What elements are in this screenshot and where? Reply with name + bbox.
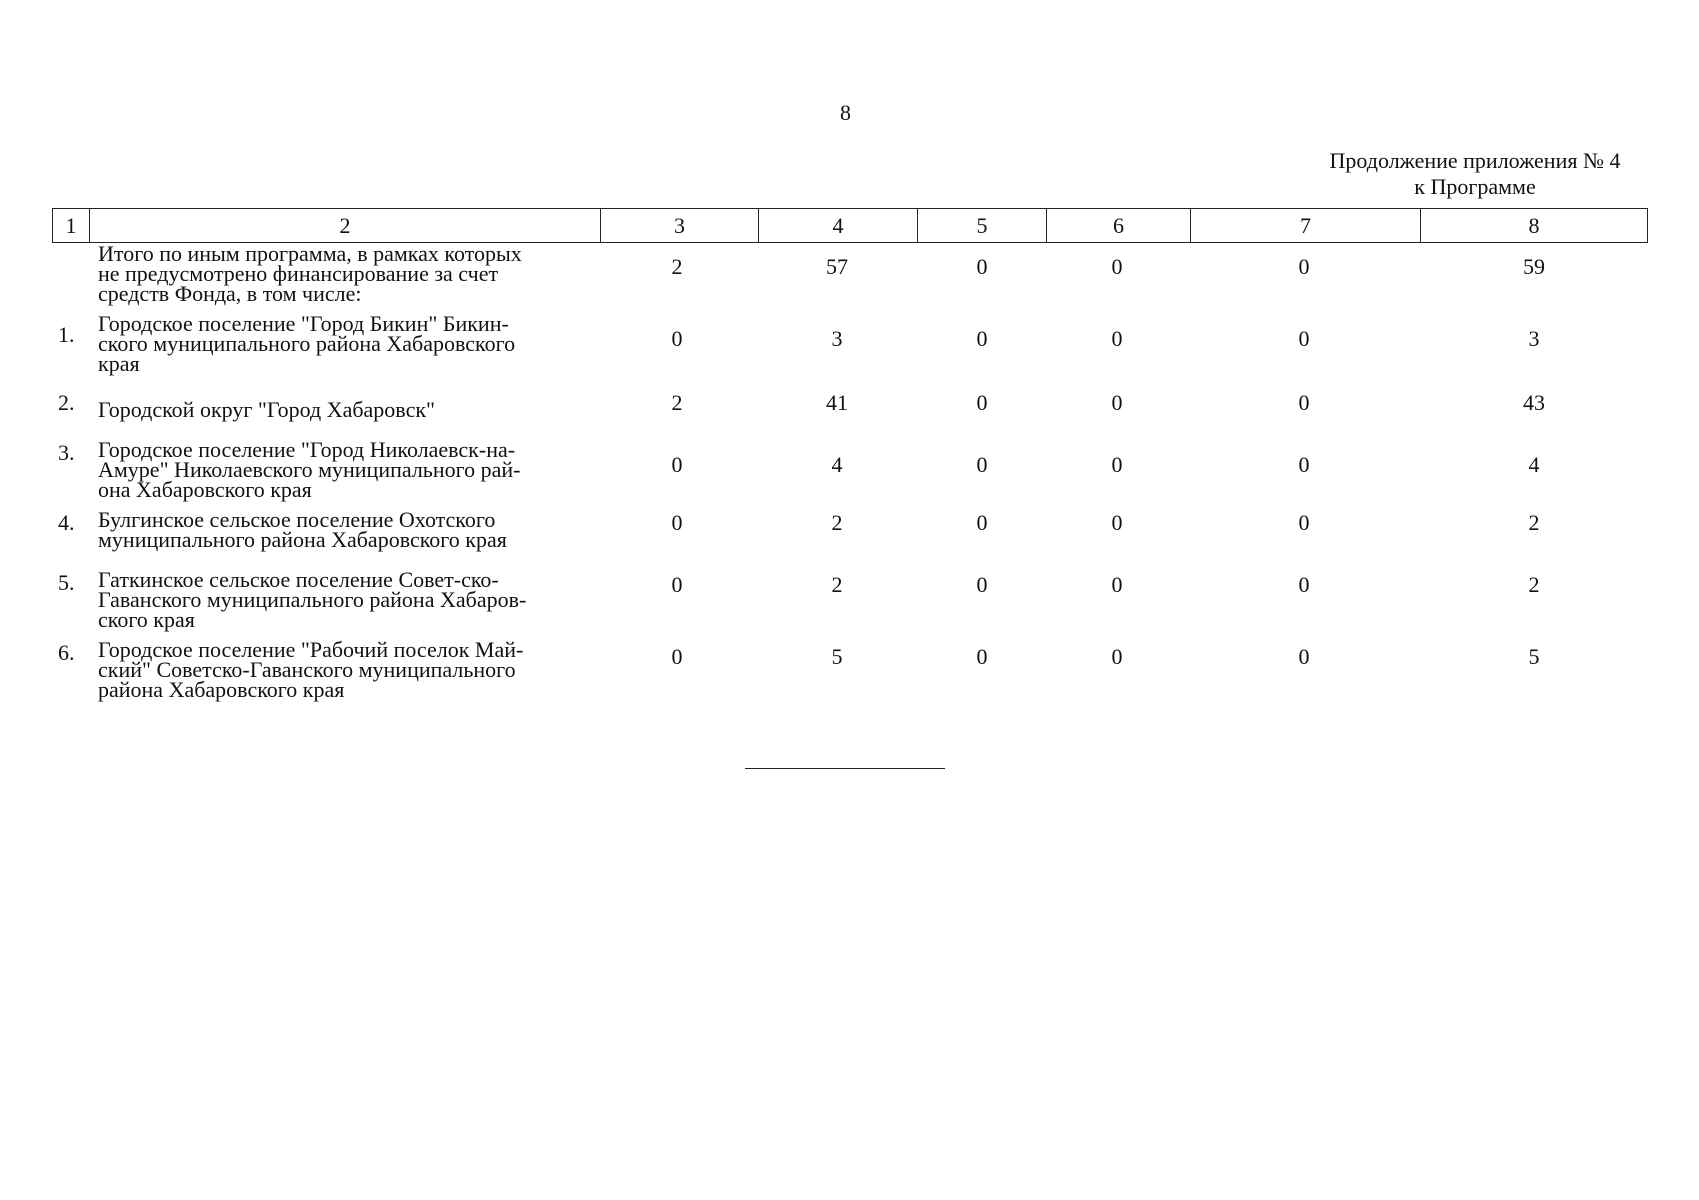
appendix-note-line-1: Продолжение приложения № 4 — [1329, 148, 1621, 173]
cell-col-4: 3 — [831, 326, 843, 351]
cell-col-3: 0 — [671, 510, 683, 535]
appendix-note-line-2: к Программе — [1414, 174, 1536, 199]
cell-col-8: 43 — [1523, 390, 1545, 415]
cell-col-4: 57 — [826, 254, 848, 279]
cell-col-7: 0 — [1298, 326, 1310, 351]
header-cell-5: 5 — [918, 209, 1047, 243]
cell-col-4: 2 — [831, 510, 843, 535]
cell-col-8: 4 — [1528, 452, 1540, 477]
cell-col-3: 2 — [671, 254, 683, 279]
cell-col-6: 0 — [1111, 326, 1123, 351]
cell-col-7: 0 — [1298, 510, 1310, 535]
row-number: 4. — [58, 510, 75, 535]
page-number: 8 — [840, 100, 851, 125]
row-number: 3. — [58, 440, 75, 465]
cell-col-4: 4 — [831, 452, 843, 477]
cell-col-7: 0 — [1298, 452, 1310, 477]
row-label: Городское поселение "Город Николаевск-на- Амуре" Николаевского муниципального рай- она Хабаровского края — [98, 437, 521, 502]
cell-col-5: 0 — [976, 510, 988, 535]
cell-col-7: 0 — [1298, 254, 1310, 279]
header-cell-4: 4 — [759, 209, 918, 243]
cell-col-3: 0 — [671, 644, 683, 669]
row-label: Гаткинское сельское поселение Совет-ско- Гаванского муниципального района Хабаров- ского края — [98, 567, 527, 632]
cell-col-3: 0 — [671, 572, 683, 597]
header-cell-1: 1 — [53, 209, 90, 243]
row-number: 6. — [58, 640, 75, 665]
cell-col-6: 0 — [1111, 452, 1123, 477]
cell-col-6: 0 — [1111, 644, 1123, 669]
end-of-document-rule — [745, 768, 945, 769]
cell-col-6: 0 — [1111, 510, 1123, 535]
header-cell-3: 3 — [601, 209, 759, 243]
cell-col-8: 3 — [1528, 326, 1540, 351]
cell-col-5: 0 — [976, 326, 988, 351]
row-number: 2. — [58, 390, 75, 415]
cell-col-6: 0 — [1111, 254, 1123, 279]
cell-col-7: 0 — [1298, 572, 1310, 597]
row-label: Итого по иным программа, в рамках которых не предусмотрено финансирование за счет средств Фонда, в том числе: — [98, 241, 522, 306]
cell-col-5: 0 — [976, 390, 988, 415]
cell-col-3: 0 — [671, 452, 683, 477]
cell-col-3: 0 — [671, 326, 683, 351]
cell-col-8: 5 — [1528, 644, 1540, 669]
header-cell-8: 8 — [1421, 209, 1648, 243]
row-label: Городское поселение "Город Бикин" Бикин- ского муниципального района Хабаровского края — [98, 311, 516, 376]
header-cell-2: 2 — [90, 209, 601, 243]
header-cell-6: 6 — [1047, 209, 1191, 243]
cell-col-5: 0 — [976, 572, 988, 597]
cell-col-8: 2 — [1528, 572, 1540, 597]
header-cell-7: 7 — [1191, 209, 1421, 243]
cell-col-4: 5 — [831, 644, 843, 669]
cell-col-4: 41 — [826, 390, 848, 415]
cell-col-8: 59 — [1523, 254, 1545, 279]
cell-col-4: 2 — [831, 572, 843, 597]
appendix-note — [1300, 148, 1650, 200]
cell-col-5: 0 — [976, 254, 988, 279]
row-label: Городской округ "Город Хабаровск" — [98, 397, 436, 422]
cell-col-5: 0 — [976, 452, 988, 477]
cell-col-5: 0 — [976, 644, 988, 669]
cell-col-7: 0 — [1298, 390, 1310, 415]
cell-col-3: 2 — [671, 390, 683, 415]
row-label: Городское поселение "Рабочий поселок Май- ский" Советско-Гаванского муниципального района Хабаровского края — [98, 637, 524, 702]
row-number: 1. — [58, 322, 75, 347]
cell-col-7: 0 — [1298, 644, 1310, 669]
cell-col-6: 0 — [1111, 390, 1123, 415]
column-number-header — [52, 208, 1648, 243]
cell-col-8: 2 — [1528, 510, 1540, 535]
row-label: Булгинское сельское поселение Охотского муниципального района Хабаровского края — [98, 507, 507, 552]
row-number: 5. — [58, 570, 75, 595]
cell-col-6: 0 — [1111, 572, 1123, 597]
